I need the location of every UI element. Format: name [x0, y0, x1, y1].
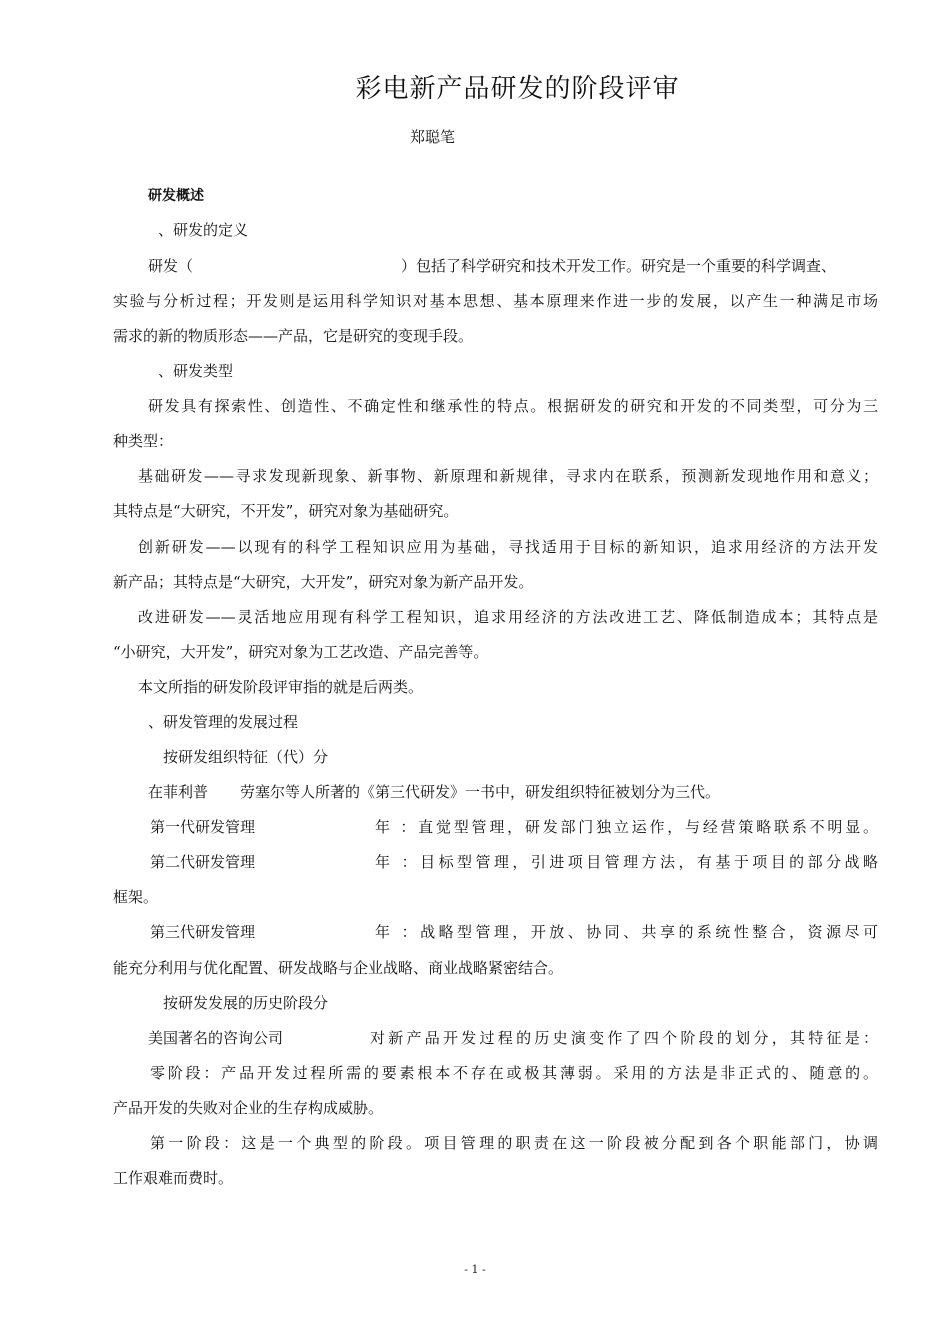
paragraph-line: 美国著名的咨询公司: [148, 1029, 284, 1047]
document-title: 彩电新产品研发的阶段评审: [355, 74, 680, 104]
list-item-label: 第三代研发管理: [150, 923, 256, 941]
paragraph-line: 需求的新的物质形态——产品，它是研究的变现手段。: [113, 327, 474, 345]
paragraph-line: 对新产品开发过程的历史演变作了四个阶段的划分，其特征是：: [370, 1029, 878, 1047]
subsection-heading: 、研发管理的发展过程: [148, 713, 299, 731]
paragraph-line: 研发（: [148, 257, 194, 275]
subsection-heading: 按研发组织特征（代）分: [163, 748, 329, 766]
paragraph-line: 种类型：: [113, 432, 174, 450]
list-item-text: 年 ：战略型管理，开放、协同、共享的系统性整合，资源尽可: [375, 923, 878, 941]
subsection-heading: 按研发发展的历史阶段分: [163, 994, 329, 1012]
list-item-label: 第二代研发管理: [150, 853, 256, 871]
paragraph-line: 基础研发——寻求发现新现象、新事物、新原理和新规律，寻求内在联系，预测新发现地作用和意义；: [138, 467, 878, 485]
paragraph-line: 产品开发的失败对企业的生存构成威胁。: [113, 1099, 384, 1117]
paragraph-line: 其特点是“大研究，不开发”，研究对象为基础研究。: [113, 502, 459, 520]
list-item-text: 年 ：直觉型管理，研发部门独立运作，与经营策略联系不明显。: [375, 818, 878, 836]
paragraph-line: 创新研发——以现有的科学工程知识应用为基础，寻找适用于目标的新知识，追求用经济的方法开发: [138, 538, 878, 556]
author-name: 郑聪笔: [410, 128, 456, 146]
paragraph-line: 框架。: [113, 888, 159, 906]
paragraph-line: 研发具有探索性、创造性、不确定性和继承性的特点。根据研发的研究和开发的不同类型，可分为三: [148, 397, 878, 415]
paragraph-line: 零阶段：产品开发过程所需的要素根本不存在或极其薄弱。采用的方法是非正式的、随意的。: [150, 1064, 878, 1082]
paragraph-line: 新产品；其特点是“大研究，大开发”，研究对象为新产品开发。: [113, 573, 534, 591]
list-item-text: 年 ：目标型管理，引进项目管理方法，有基于项目的部分战略: [375, 853, 878, 871]
paragraph-line: 工作艰难而费时。: [113, 1169, 234, 1187]
subsection-heading: 、研发类型: [158, 362, 234, 380]
page-number: - 1 -: [464, 1263, 486, 1276]
paragraph-line: 劳塞尔等人所著的《第三代研发》一书中，研发组织特征被划分为三代。: [240, 783, 721, 801]
paragraph-line: “小研究，大开发”，研究对象为工艺改造、产品完善等。: [113, 643, 489, 661]
paragraph-line: ）包括了科学研究和技术开发工作。研究是一个重要的科学调查、: [401, 257, 837, 275]
paragraph-line: 在菲利普: [148, 783, 209, 801]
paragraph-line: 本文所指的研发阶段评审指的就是后两类。: [138, 678, 424, 696]
paragraph-line: 实验与分析过程；开发则是运用科学知识对基本思想、基本原理来作进一步的发展，以产生一种满足市场: [113, 292, 878, 310]
list-item-label: 第一代研发管理: [150, 818, 256, 836]
subsection-heading: 、研发的定义: [158, 221, 249, 239]
paragraph-line: 能充分利用与优化配置、研发战略与企业战略、商业战略紧密结合。: [113, 959, 564, 977]
paragraph-line: 改进研发——灵活地应用现有科学工程知识，追求用经济的方法改进工艺、降低制造成本；其特点是: [138, 608, 878, 626]
paragraph-line: 第一阶段：这是一个典型的阶段。项目管理的职责在这一阶段被分配到各个职能部门，协调: [150, 1134, 878, 1152]
section-heading: 研发概述: [148, 188, 204, 204]
